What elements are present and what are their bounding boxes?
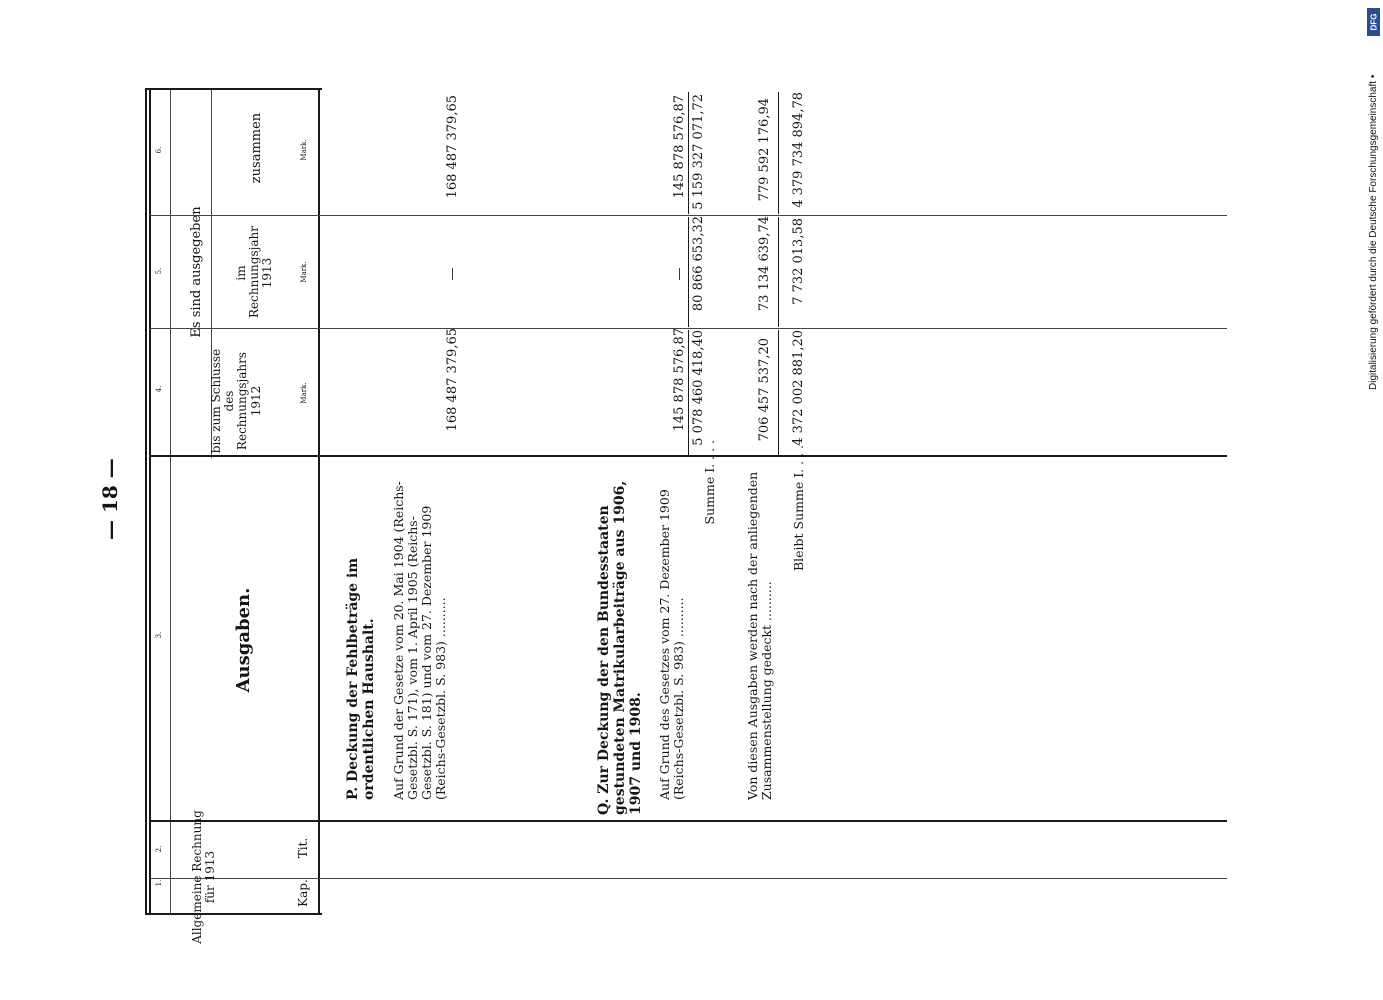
col5-number: 5.	[155, 267, 163, 275]
sum1-rule-col6	[688, 92, 689, 214]
dfg-logo: DFG	[1367, 8, 1380, 36]
column-number-rule	[170, 90, 171, 915]
col4-title: bis zum Schlusse des Rechnungsjahrs 1912	[209, 348, 263, 454]
col6-title: zusammen	[249, 112, 264, 184]
col5-col6-rule	[150, 215, 1227, 216]
col2-number: 2.	[155, 845, 163, 853]
col3-col4-rule	[150, 455, 1227, 457]
col5-title: im Rechnungsjahr 1913	[234, 226, 275, 318]
summe1-col6: 5 159 327 071,72	[691, 94, 706, 210]
table-left-edge-inner	[149, 90, 151, 915]
table-top-edge	[145, 88, 322, 90]
section-q-text: Auf Grund des Gesetzes vom 27. Dezember 1909 (Reichs-Gesetzbl. S. 983) ..........	[657, 489, 686, 800]
section-q-col6: 145 878 576,87	[672, 95, 687, 199]
col4-col5-rule	[150, 328, 1227, 329]
section-p-col4: 168 487 379,65	[445, 328, 460, 432]
deduct-rule-col4	[778, 330, 779, 455]
group-title: Es sind ausgegeben	[189, 206, 204, 338]
section-p-text: Auf Grund der Gesetze vom 20. Mai 1904 (Reichs-Gesetzbl. S. 171), vom 1. April 1905 (Reichs-Gesetzbl. S. 181) und vom 27. Dezember 1909 (Reichs-Gesetzbl. S. 983) ..........	[391, 481, 448, 800]
col5-unit: Mark.	[300, 261, 308, 283]
bleibt-col4: 4 372 002 881,20	[791, 330, 806, 446]
tit-label: Tit.	[296, 837, 310, 859]
section-p-heading: P. Deckung der Fehlbeträge im ordentlichen Haushalt.	[345, 557, 377, 800]
deduct-rule-col6	[778, 92, 779, 214]
col3-title: Ausgaben.	[233, 587, 254, 693]
section-q-col5: —	[672, 267, 687, 281]
sum1-rule-col5	[688, 217, 689, 327]
table-left-edge	[145, 90, 147, 915]
summe1-col5: 80 866 653,32	[691, 216, 706, 312]
bleibt-label: Bleibt Summe I. . . .	[791, 445, 806, 572]
header-rule	[318, 90, 320, 915]
col4-unit: Mark.	[300, 382, 308, 404]
col12-title: Allgemeine Rechnung für 1913	[190, 810, 218, 944]
col1-number: 1.	[155, 879, 163, 887]
summe1-label: Summe I. . . .	[702, 440, 717, 525]
col6-number: 6.	[155, 146, 163, 154]
section-p-col5: —	[445, 267, 460, 281]
col2-col3-rule	[150, 820, 1227, 822]
section-q-col4: 145 878 576,87	[672, 328, 687, 432]
col3-number: 3.	[155, 631, 163, 639]
deducted-col4: 706 457 537,20	[757, 338, 772, 442]
bleibt-col5: 7 732 013,58	[791, 218, 806, 305]
col6-unit: Mark.	[300, 139, 308, 161]
kap-label: Kap.	[296, 879, 310, 907]
deducted-text: Von diesen Ausgaben werden nach der anliegenden Zusammenstellung gedeckt ..........	[745, 471, 774, 800]
deduct-rule-col5	[778, 217, 779, 327]
summe1-col4: 5 078 460 418,40	[691, 330, 706, 446]
col4-number: 4.	[155, 385, 163, 393]
section-p-col6: 168 487 379,65	[445, 95, 460, 199]
deducted-col6: 779 592 176,94	[757, 98, 772, 202]
digitization-credit: Digitalisierung gefördert durch die Deutsche Forschungsgemeinschaft •	[1368, 74, 1379, 390]
deducted-col5: 73 134 639,74	[757, 216, 772, 312]
page-number: — 18 —	[98, 458, 122, 540]
section-q-heading: Q. Zur Deckung der den Bundesstaaten gestundeten Matrikularbeiträge aus 1906, 1907 und 1908.	[596, 480, 644, 815]
sum1-rule-col4	[688, 330, 689, 455]
bleibt-col6: 4 379 734 894,78	[791, 92, 806, 208]
